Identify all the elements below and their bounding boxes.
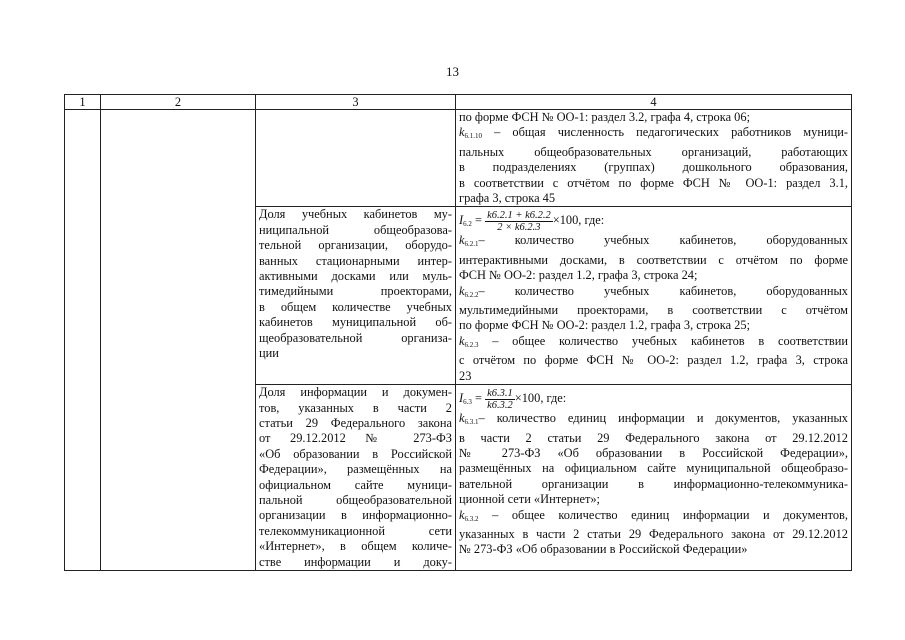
text-line: «Интернет», в общем количе- <box>259 539 452 554</box>
header-cell-3: 3 <box>256 95 456 110</box>
cell-col1 <box>65 110 101 571</box>
text-line: с отчётом по форме ФСН № ОО-2: раздел 1.2, графа 3, строка <box>459 353 848 368</box>
text-line: пальной общеобразовательной <box>259 492 452 507</box>
text-line: № 273-ФЗ «Об образовании в Российской Федерации», <box>459 445 848 460</box>
text-line: интерактивными досками, в соответствии с отчётом по форме <box>459 252 848 267</box>
text-line: активными досками или муль- <box>259 269 452 284</box>
text-line: размещённых на официальном сайте муниципальной общеобразо- <box>459 461 848 476</box>
text-line: в подразделениях (группах) дошкольного образования, <box>459 160 848 175</box>
text-line: стве информации и доку- <box>259 554 452 569</box>
text-line: в соответствии с отчётом по форме ФСН № ОО-1: раздел 3.1, <box>459 175 848 190</box>
formula-fraction <box>485 388 515 411</box>
formula: $I_{6.2}$ = $\frac{k6.2.1 + k6.2.2}{2 \times k6.2.3}$ ×100, где: <box>459 210 605 234</box>
text-line: от 29.12.2012 № 273-ФЗ <box>259 431 452 446</box>
variable-subscript: 6.2.3 <box>464 340 479 349</box>
text-line: ванных стационарными интер- <box>259 253 452 268</box>
text-line: указанных в части 2 статьи 29 Федерального закона от 29.12.2012 <box>459 526 848 541</box>
text-line: Доля информации и докумен- <box>259 385 452 400</box>
text-fragment: – общее количество единиц информации и документов, <box>492 507 848 522</box>
text-line: в общем количестве учебных <box>259 299 452 314</box>
cell-col3-empty <box>256 110 456 207</box>
text-fragment: – общее количество учебных кабинетов в соответствии <box>492 333 848 348</box>
text-line: $k_{6.2.2}-$ количество учебных кабинетов, оборудованных <box>459 283 848 299</box>
text-line: официальном сайте муници- <box>259 477 452 492</box>
text-line: $k_{6.2.3}$ – общее количество учебных кабинетов в соответствии <box>459 333 848 349</box>
formula-tail: ×100, где: <box>514 391 567 406</box>
text-line: ниципальной общеобразова- <box>259 222 452 237</box>
cell-col4-continuation <box>456 110 852 207</box>
formula-tail: ×100, где: <box>552 213 605 228</box>
variable-subscript: 6.1.10 <box>464 132 482 141</box>
text-line: Федерации», размещённых на <box>259 462 452 477</box>
variable-subscript: 6.2.2 <box>464 290 479 299</box>
text-line: по форме ФСН № ОО-2: раздел 1.2, графа 3, строка 25; <box>459 318 751 333</box>
formula-denominator: k6.3.2 <box>487 399 513 411</box>
text-line: графа 3, строка 45 <box>459 191 556 206</box>
text-line: в части 2 статьи 29 Федерального закона от 29.12.2012 <box>459 430 848 445</box>
cell-indicator-name <box>256 385 456 571</box>
formula: $I_{6.3}$ = $\frac{k6.3.1}{k6.3.2}$ ×100, где: <box>459 387 567 411</box>
text-line: организации в информационно- <box>259 508 452 523</box>
table-row <box>65 110 852 207</box>
cell-formula-description <box>456 385 852 571</box>
text-fragment: – общая численность педагогических работников муници- <box>494 125 848 140</box>
table-header-row <box>65 95 852 110</box>
text-line: по форме ФСН № ОО-1: раздел 3.2, графа 4, строка 06; <box>459 110 751 124</box>
text-fragment: – количество единиц информации и документов, указанных <box>478 411 848 426</box>
page-number: 13 <box>446 64 459 79</box>
text-line: статьи 29 Федерального закона <box>259 415 452 430</box>
text-line: пальных общеобразовательных организаций, работающих <box>459 144 848 159</box>
text-line: тов, указанных в части 2 <box>259 400 452 415</box>
cell-col2 <box>101 110 256 571</box>
formula-fraction <box>485 210 553 233</box>
text-line: ции <box>259 346 279 361</box>
formula-lhs: I <box>459 213 464 228</box>
text-line: $k_{6.3.1}-$ количество единиц информации и документов, указанных <box>459 411 848 427</box>
formula-denominator: 2 × k6.2.3 <box>497 222 541 234</box>
formula-lhs: I <box>459 391 464 406</box>
text-line: вательной организации в информационно-телекоммуника- <box>459 476 848 491</box>
cell-indicator-name <box>256 207 456 385</box>
text-line: телекоммуникационной сети <box>259 523 452 538</box>
header-cell-1: 1 <box>65 95 101 110</box>
indicator-table <box>64 94 852 571</box>
formula-numerator: k6.2.1 + k6.2.2 <box>487 210 551 222</box>
text-line: кабинетов муниципальной об- <box>259 315 452 330</box>
text-fragment: – количество учебных кабинетов, оборудованных <box>478 233 848 248</box>
text-line: $k_{6.2.1}-$ количество учебных кабинетов, оборудованных <box>459 233 848 249</box>
variable-subscript: 6.3.2 <box>464 514 479 523</box>
text-line: $k_{6.3.2}$ – общее количество единиц информации и документов, <box>459 507 848 523</box>
formula-lhs-subscript: 6.3 <box>463 398 472 407</box>
formula-lhs-subscript: 6.2 <box>463 220 472 229</box>
text-fragment: – количество учебных кабинетов, оборудованных <box>478 283 848 298</box>
text-line: тельной организации, оборудо- <box>259 238 452 253</box>
text-line: тимедийными проекторами, <box>259 284 452 299</box>
text-line: Доля учебных кабинетов му- <box>259 207 452 222</box>
text-line: ционной сети «Интернет»; <box>459 492 601 507</box>
cell-formula-description <box>456 207 852 385</box>
text-line: № 273-ФЗ «Об образовании в Российской Федерации» <box>459 542 748 557</box>
variable-subscript: 6.2.1 <box>464 240 479 249</box>
variable-subscript: 6.3.1 <box>464 418 479 427</box>
text-line: 23 <box>459 368 472 383</box>
header-cell-2: 2 <box>101 95 256 110</box>
variable-k: k <box>459 125 465 140</box>
text-line <box>459 125 848 144</box>
text-line: мультимедийными проекторами, в соответствии с отчётом <box>459 303 848 318</box>
text-line: ФСН № ОО-2: раздел 1.2, графа 3, строка 24; <box>459 268 698 283</box>
text-line: щеобразовательной организа- <box>259 330 452 345</box>
formula-numerator: k6.3.1 <box>487 387 513 399</box>
header-cell-4: 4 <box>456 95 852 110</box>
text-line: «Об образовании в Российской <box>259 446 452 461</box>
